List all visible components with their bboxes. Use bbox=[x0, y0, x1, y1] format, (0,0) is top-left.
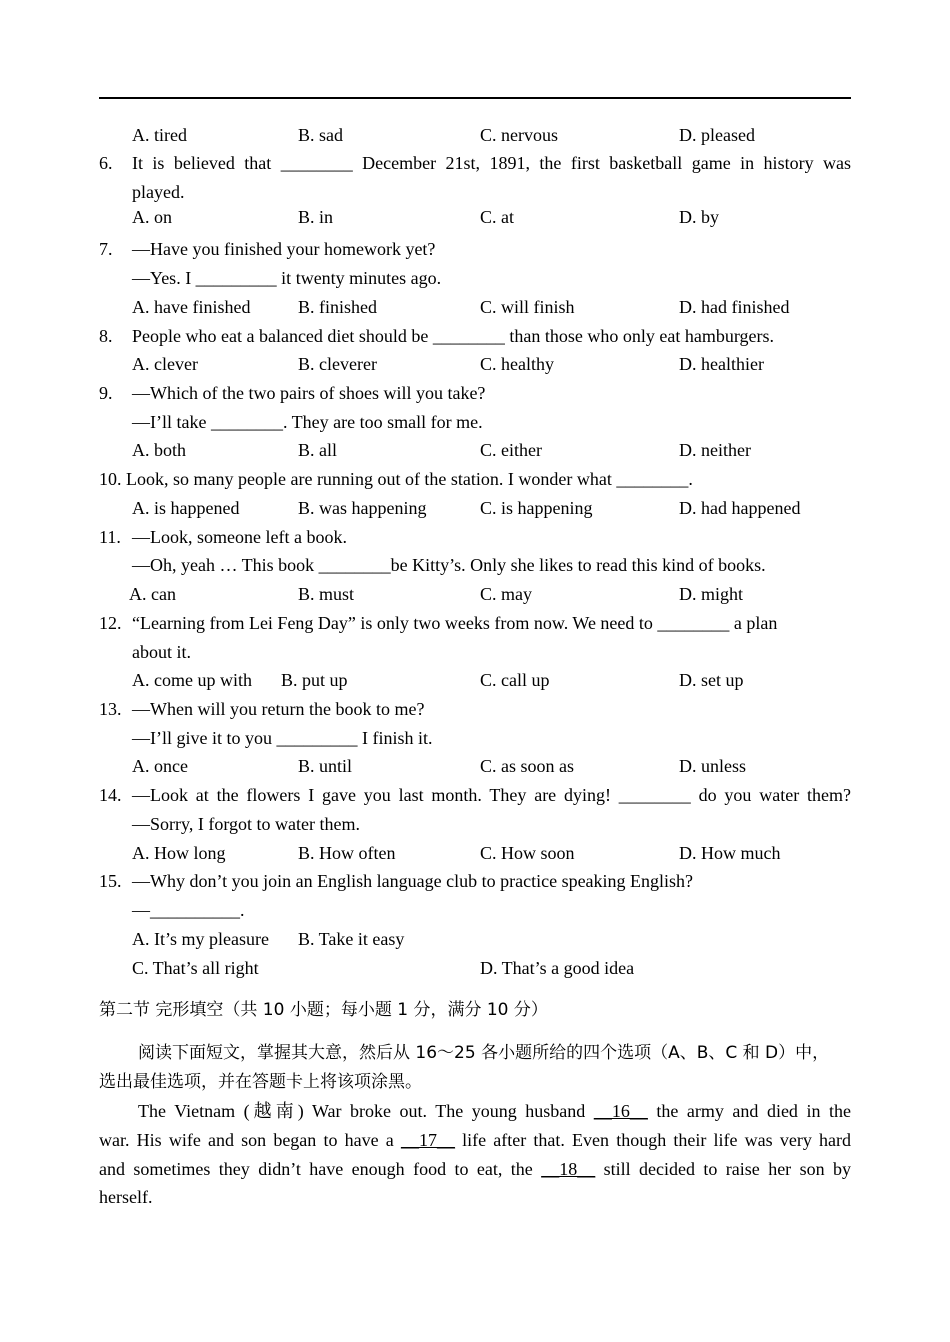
option-b: B. sad bbox=[298, 125, 343, 145]
option-b: B. finished bbox=[298, 297, 377, 317]
option-c: C. healthy bbox=[480, 354, 554, 374]
option-d: D. pleased bbox=[679, 125, 755, 145]
option-b: B. in bbox=[298, 207, 334, 227]
option-a: A. is happened bbox=[132, 498, 240, 518]
option-a: A. It’s my pleasure bbox=[132, 929, 269, 949]
option-c: C. may bbox=[480, 584, 532, 604]
option-a: A. both bbox=[132, 440, 186, 460]
question-stem-cont: —I’ll take ________. They are too small for me. bbox=[132, 412, 483, 432]
question-stem-cont: —Yes. I _________ it twenty minutes ago. bbox=[132, 268, 442, 288]
option-d: D. unless bbox=[679, 756, 746, 776]
option-d: D. had happened bbox=[679, 498, 801, 518]
option-b: B. Take it easy bbox=[298, 929, 405, 949]
option-a: A. on bbox=[132, 207, 172, 227]
question-stem: “Learning from Lei Feng Day” is only two weeks from now. We need to ________ a plan bbox=[132, 613, 778, 633]
question-stem: It is believed that ________ December 21st, 1891, the first basketball game in history was bbox=[132, 153, 851, 173]
passage-line bbox=[99, 1129, 851, 1151]
question-stem: —When will you return the book to me? bbox=[132, 699, 425, 719]
option-b: B. How often bbox=[298, 843, 396, 863]
section-instructions-cont: 选出最佳选项，并在答题卡上将该项涂黑。 bbox=[99, 1072, 422, 1092]
passage-line: herself. bbox=[99, 1187, 153, 1207]
option-a: A. come up with bbox=[132, 670, 252, 690]
option-c: C. as soon as bbox=[480, 756, 574, 776]
option-d: D. had finished bbox=[679, 297, 790, 317]
option-b: B. all bbox=[298, 440, 337, 460]
blank-18[interactable]: __18__ bbox=[541, 1159, 596, 1179]
option-a: A. How long bbox=[132, 843, 226, 863]
question-stem-cont: —I’ll give it to you _________ I finish it. bbox=[132, 728, 433, 748]
option-c: C. How soon bbox=[480, 843, 575, 863]
question-number: 13. bbox=[99, 699, 122, 719]
option-a: A. can bbox=[129, 584, 176, 604]
question-stem-cont: —Sorry, I forgot to water them. bbox=[132, 814, 360, 834]
passage-line bbox=[99, 1158, 851, 1180]
question-number: 6. bbox=[99, 153, 113, 173]
option-c: C. is happening bbox=[480, 498, 593, 518]
option-c: C. at bbox=[480, 207, 514, 227]
section-instructions: 阅读下面短文，掌握其大意，然后从 16～25 各小题所给的四个选项（A、B、C 和 D）中， bbox=[138, 1043, 830, 1063]
option-d: D. by bbox=[679, 207, 719, 227]
question-stem: 10. Look, so many people are running out of the station. I wonder what ________. bbox=[99, 469, 693, 489]
question-stem: —Look, someone left a book. bbox=[132, 527, 347, 547]
passage-line bbox=[138, 1100, 851, 1122]
passage-text: the army and died in the bbox=[647, 1101, 851, 1121]
option-d: D. That’s a good idea bbox=[480, 958, 635, 978]
question-stem-cont: —__________. bbox=[132, 900, 245, 920]
question-stem: —Why don’t you join an English language club to practice speaking English? bbox=[132, 871, 694, 891]
option-b: B. put up bbox=[281, 670, 348, 690]
section-heading: 第二节 完形填空（共 10 小题；每小题 1 分，满分 10 分） bbox=[99, 1000, 548, 1020]
option-d: D. healthier bbox=[679, 354, 764, 374]
option-b: B. until bbox=[298, 756, 353, 776]
option-d: D. set up bbox=[679, 670, 744, 690]
question-number: 11. bbox=[99, 527, 121, 547]
passage-text: The Vietnam (越南) War broke out. The young husband bbox=[138, 1101, 594, 1121]
question-number: 12. bbox=[99, 613, 122, 633]
option-a: A. once bbox=[132, 756, 188, 776]
option-c: C. nervous bbox=[480, 125, 558, 145]
question-stem: —Have you finished your homework yet? bbox=[132, 239, 436, 259]
option-a: A. tired bbox=[132, 125, 187, 145]
question-number: 8. bbox=[99, 326, 113, 346]
option-c: C. will finish bbox=[480, 297, 575, 317]
option-a: A. have finished bbox=[132, 297, 251, 317]
option-d: D. might bbox=[679, 584, 744, 604]
option-c: C. call up bbox=[480, 670, 550, 690]
option-a: A. clever bbox=[132, 354, 198, 374]
question-number: 9. bbox=[99, 383, 113, 403]
option-b: B. cleverer bbox=[298, 354, 377, 374]
header-rule bbox=[99, 97, 851, 99]
passage-text: and sometimes they didn’t have enough food to eat, the bbox=[99, 1159, 542, 1179]
question-stem: —Which of the two pairs of shoes will you take? bbox=[132, 383, 486, 403]
option-b: B. was happening bbox=[298, 498, 427, 518]
option-d: D. neither bbox=[679, 440, 751, 460]
question-stem-cont: about it. bbox=[132, 642, 191, 662]
option-d: D. How much bbox=[679, 843, 781, 863]
question-number: 15. bbox=[99, 871, 122, 891]
question-stem: —Look at the flowers I gave you last month. They are dying! ________ do you water them? bbox=[132, 785, 851, 805]
question-number: 14. bbox=[99, 785, 122, 805]
question-stem-cont: played. bbox=[132, 182, 185, 202]
passage-text: life after that. Even though their life was very hard bbox=[454, 1130, 851, 1150]
blank-16[interactable]: __16__ bbox=[593, 1101, 648, 1121]
question-number: 7. bbox=[99, 239, 113, 259]
blank-17[interactable]: __17__ bbox=[400, 1130, 455, 1150]
question-stem: People who eat a balanced diet should be ________ than those who only eat hamburgers. bbox=[132, 326, 775, 346]
option-c: C. either bbox=[480, 440, 542, 460]
passage-text: still decided to raise her son by bbox=[595, 1159, 852, 1179]
question-stem-cont: —Oh, yeah … This book ________be Kitty’s. Only she likes to read this kind of books. bbox=[132, 555, 766, 575]
passage-text: war. His wife and son began to have a bbox=[99, 1130, 401, 1150]
option-c: C. That’s all right bbox=[132, 958, 259, 978]
option-b: B. must bbox=[298, 584, 355, 604]
